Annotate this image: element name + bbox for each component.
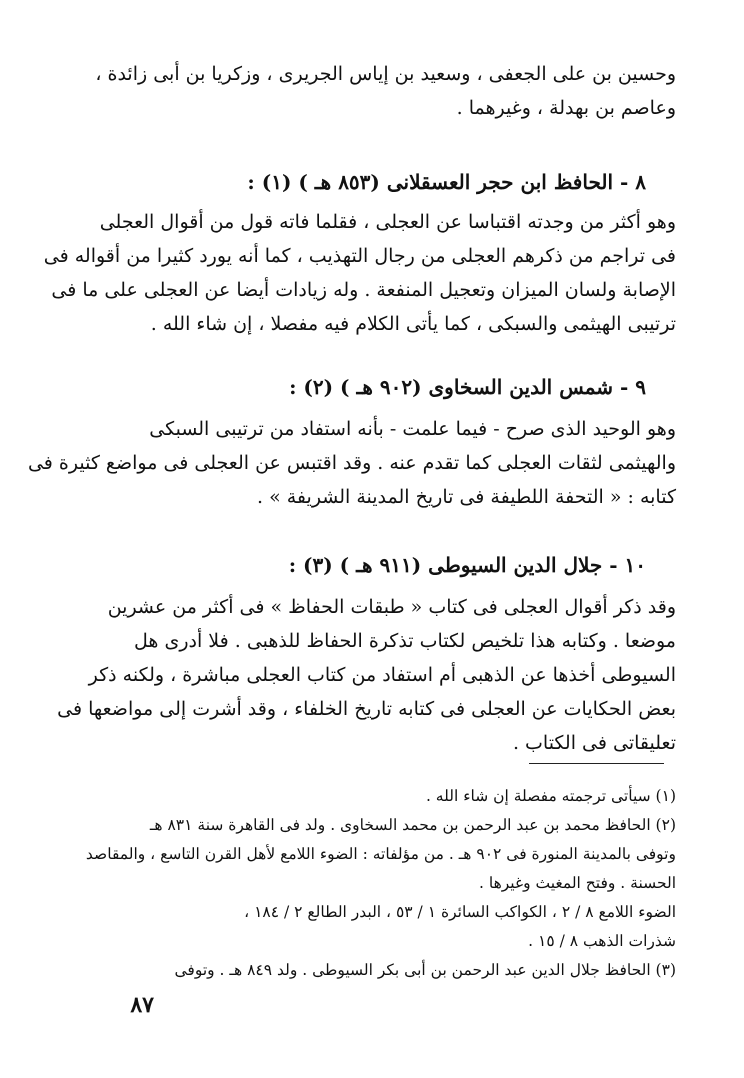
text-line: وهو الوحيد الذى صرح - فيما علمت - بأنه استفاد من ترتيبى السبكى: [149, 418, 676, 440]
text-line: كتابه : « التحفة اللطيفة فى تاريخ المدينة الشريفة » .: [256, 486, 676, 508]
footnote-line: الضوء اللامع ٨ / ٢ ، الكواكب السائرة ١ / ٥٣ ، البدر الطالع ٢ / ١٨٤ ،: [244, 903, 676, 921]
footnote-line: شذرات الذهب ٨ / ١٥ .: [528, 932, 676, 950]
text-line: والهيثمى لثقات العجلى كما تقدم عنه . وقد اقتبس عن العجلى فى مواضع كثيرة فى: [27, 452, 676, 474]
text-line: السيوطى أخذها عن الذهبى أم استفاد من كتاب العجلى مباشرة ، ولكنه ذكر: [88, 664, 676, 686]
page-number: ٨٧: [130, 992, 154, 1018]
footnote-line: الحسنة . وفتح المغيث وغيرها .: [479, 874, 676, 892]
footnote-line: (٢) الحافظ محمد بن عبد الرحمن بن محمد السخاوى . ولد فى القاهرة سنة ٨٣١ هـ: [149, 816, 676, 834]
text-line: تعليقاتى فى الكتاب .: [512, 732, 676, 754]
footnote-line: (١) سيأتى ترجمته مفصلة إن شاء الله .: [425, 787, 676, 805]
text-line: ترتيبى الهيثمى والسبكى ، كما يأتى الكلام فيه مفصلا ، إن شاء الله .: [150, 313, 676, 335]
section-heading-sakhawi: ٩ - شمس الدين السخاوى (٩٠٢ هـ ) (٢) :: [289, 375, 646, 399]
footnote-line: (٣) الحافظ جلال الدين عبد الرحمن بن أبى بكر السيوطى . ولد ٨٤٩ هـ . وتوفى: [174, 961, 676, 979]
section-heading-suyuti: ١٠ - جلال الدين السيوطى (٩١١ هـ ) (٣) :: [288, 553, 646, 577]
text-line: الإصابة ولسان الميزان وتعجيل المنفعة . وله زيادات أيضا عن العجلى على ما فى: [51, 279, 676, 301]
footnotes: [85, 782, 676, 985]
text-line: موضعا . وكتابه هذا تلخيص لكتاب تذكرة الحفاظ للذهبى . فلا أدرى هل: [134, 630, 676, 652]
text-line: وهو أكثر من وجدته اقتباسا عن العجلى ، فقلما فاته قول من أقوال العجلى: [99, 211, 676, 233]
text-line: بعض الحكايات عن العجلى فى كتابه تاريخ الخلفاء ، وقد أشرت إلى مواضعها فى: [57, 698, 676, 720]
section-body-sakhawi: [27, 412, 676, 514]
text-line: وحسين بن على الجعفى ، وسعيد بن إياس الجريرى ، وزكريا بن أبى زائدة ،: [95, 63, 676, 85]
text-line: وقد ذكر أقوال العجلى فى كتاب « طبقات الحفاظ » فى أكثر من عشرين: [107, 596, 676, 618]
text-line: وعاصم بن بهدلة ، وغيرهما .: [456, 97, 676, 119]
footnote-divider: [529, 763, 664, 764]
intro-paragraph: [95, 57, 676, 125]
footnote-line: وتوفى بالمدينة المنورة فى ٩٠٢ هـ . من مؤلفاته : الضوء اللامع لأهل القرن التاسع ، والمقاصد: [85, 845, 676, 863]
section-body-suyuti: [57, 590, 676, 760]
text-line: فى تراجم من ذكرهم العجلى من رجال التهذيب ، كما أنه يورد كثيرا من أقواله فى: [43, 245, 676, 267]
section-heading-ibn-hajar: ٨ - الحافظ ابن حجر العسقلانى (٨٥٣ هـ ) (١) :: [247, 170, 646, 194]
section-body-ibn-hajar: [43, 205, 676, 341]
